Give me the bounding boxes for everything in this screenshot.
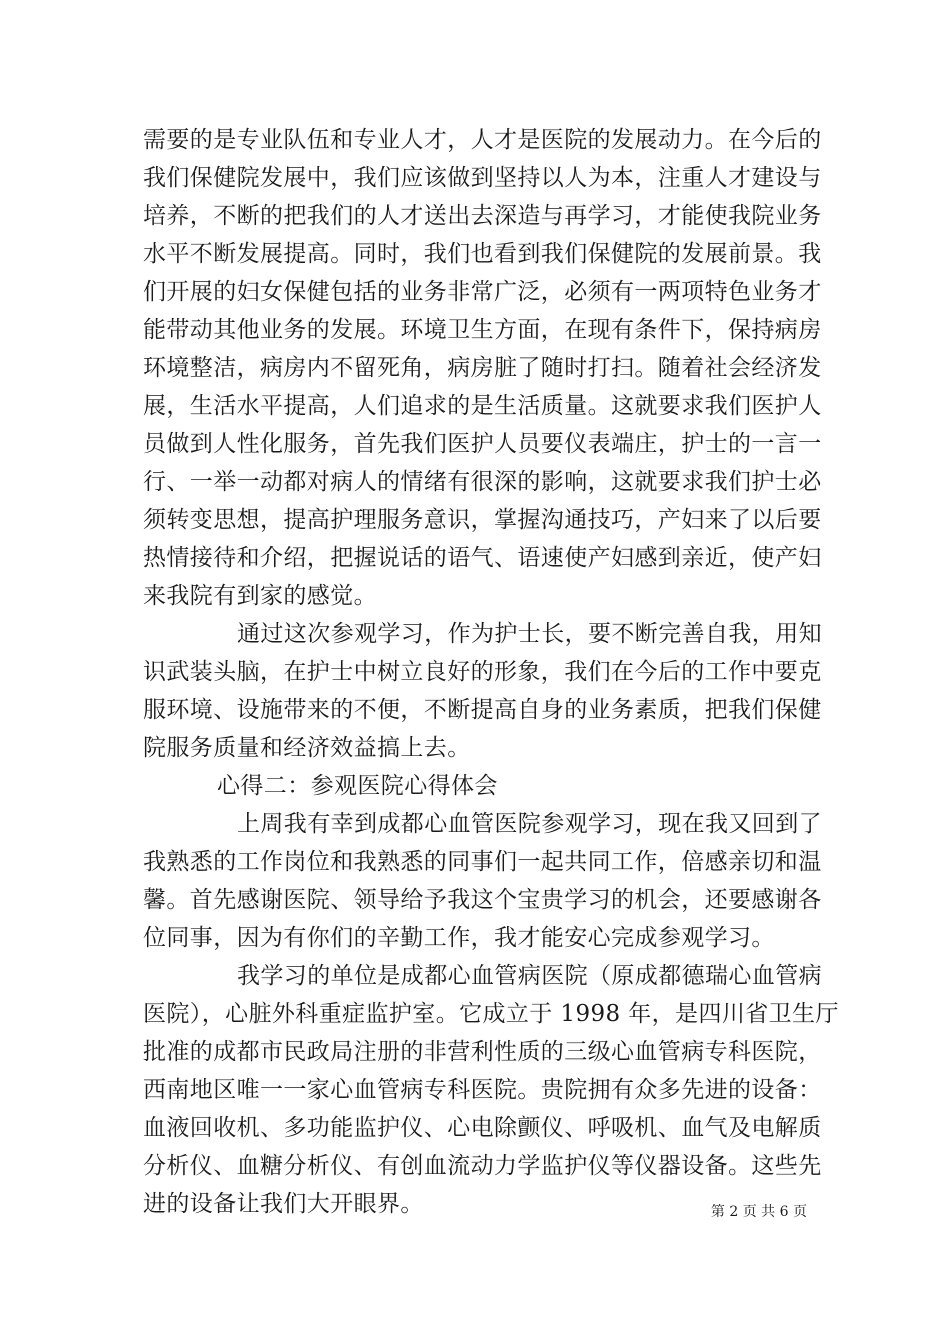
text-line: 西南地区唯一一家心血管病专科医院。贵院拥有众多先进的设备： (143, 1077, 822, 1103)
text-line: 医院），心脏外科重症监护室。它成立于 1998 年，是四川省卫生厅 (143, 1001, 839, 1027)
text-line: 环境整洁，病房内不留死角，病房脏了随时打扫。随着社会经济发 (143, 355, 822, 381)
text-line: 我学习的单位是成都心血管病医院（原成都德瑞心血管病 (237, 963, 822, 989)
page-number: 第 2 页 共 6 页 (710, 1204, 807, 1220)
text-line: 们开展的妇女保健包括的业务非常广泛，必须有一两项特色业务才 (143, 279, 822, 305)
text-line: 水平不断发展提高。同时，我们也看到我们保健院的发展前景。我 (143, 241, 822, 267)
text-line: 通过这次参观学习，作为护士长，要不断完善自我，用知 (237, 621, 822, 647)
text-line: 馨。首先感谢医院、领导给予我这个宝贵学习的机会，还要感谢各 (143, 887, 822, 913)
text-line: 上周我有幸到成都心血管医院参观学习，现在我又回到了 (237, 811, 822, 837)
text-line: 行、一举一动都对病人的情绪有很深的影响，这就要求我们护士必 (143, 469, 822, 495)
section-heading: 心得二：参观医院心得体会 (217, 773, 498, 799)
text-line: 能带动其他业务的发展。环境卫生方面，在现有条件下，保持病房 (143, 317, 822, 343)
text-line: 识武装头脑，在护士中树立良好的形象，我们在今后的工作中要克 (143, 659, 822, 685)
text-line: 血液回收机、多功能监护仪、心电除颤仪、呼吸机、血气及电解质 (143, 1115, 822, 1141)
text-line: 员做到人性化服务，首先我们医护人员要仪表端庄，护士的一言一 (143, 431, 822, 457)
text-line: 位同事，因为有你们的辛勤工作，我才能安心完成参观学习。 (143, 925, 775, 951)
text-line: 院服务质量和经济效益搞上去。 (143, 735, 471, 761)
text-line: 须转变思想，提高护理服务意识，掌握沟通技巧，产妇来了以后要 (143, 507, 822, 533)
text-line: 展，生活水平提高，人们追求的是生活质量。这就要求我们医护人 (143, 393, 822, 419)
text-line: 服环境、设施带来的不便，不断提高自身的业务素质，把我们保健 (143, 697, 822, 723)
text-line: 进的设备让我们大开眼界。 (143, 1191, 424, 1217)
text-line: 我熟悉的工作岗位和我熟悉的同事们一起共同工作，倍感亲切和温 (143, 849, 822, 875)
text-line: 需要的是专业队伍和专业人才，人才是医院的发展动力。在今后的 (143, 127, 822, 153)
text-line: 培养，不断的把我们的人才送出去深造与再学习，才能使我院业务 (143, 203, 822, 229)
text-line: 热情接待和介绍，把握说话的语气、语速使产妇感到亲近，使产妇 (143, 545, 822, 571)
text-line: 我们保健院发展中，我们应该做到坚持以人为本，注重人才建设与 (143, 165, 822, 191)
text-line: 批准的成都市民政局注册的非营利性质的三级心血管病专科医院， (143, 1039, 822, 1065)
text-line: 来我院有到家的感觉。 (143, 583, 377, 609)
text-line: 分析仪、血糖分析仪、有创血流动力学监护仪等仪器设备。这些先 (143, 1153, 822, 1179)
